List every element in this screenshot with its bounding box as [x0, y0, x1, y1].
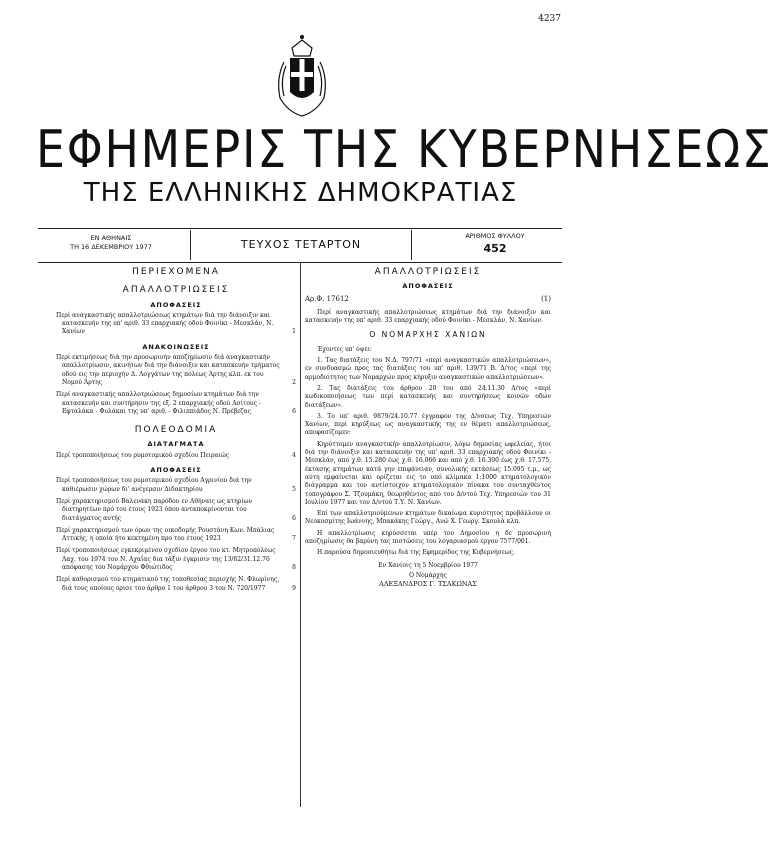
contents-sub-announcements: ΑΝΑΚΟΙΝΩΣΕΙΣ	[142, 342, 210, 351]
issue-place-date	[56, 234, 166, 252]
sheet-number: 452	[483, 242, 507, 255]
contents-entry: Περί καθορισμού του κτηματικού της τοποθεσίας περιοχής Ν. Φλωρίνης, διά τους οποίους όρισε του άρθρο 1 του άρθρου 3 του Ν. 720/1977 9	[56, 576, 296, 592]
article-date: Εν Χανίοις τη 5 Νοεμβρίου 1977	[378, 561, 478, 569]
article-column	[305, 268, 551, 589]
contents-section-urban-planning: ΠΟΛΕΟΔΟΜΙΑ	[134, 425, 218, 436]
contents-sub-decisions-2: ΑΠΟΦΑΣΕΙΣ	[150, 466, 202, 475]
signatory-name: ΑΛΕΞΑΝΔΡΟΣ Γ. ΤΣΑΚΩΝΑΣ	[379, 580, 477, 589]
article-reference	[305, 295, 551, 303]
contents-entry: Περί τροποποιήσεως εγκεκριμένου σχεδίου έργου του κτ. Μητροπόλεως Λαχ. του 1974 του Ν. Αχαΐας δια τάξιν έγκρισιν της 13/82/31.12.76 απόφασης του Νομάρχου Φθιώτιδος 8	[56, 547, 296, 572]
gazette-title: ΕΦΗΜΕΡΙΣ ΤΗΣ ΚΥΒΕΡΝΗΣΕΩΣ	[36, 120, 773, 180]
contents-sub-decisions: ΑΠΟΦΑΣΕΙΣ	[150, 300, 202, 309]
contents-entry: Περί εκτιμήσεως διά την προσωρινήν αποζημίωσιν διά αναγκαστικήν απαλλοτρίωσιν, ακινήτων διά την διάνοιξιν και κατασκευήν τμήματος οδού εις την περιοχήν Δ. Λογγάτων της πόλεως Άρτης κλπ. εκ του Νομού Άρτης 2	[56, 354, 296, 386]
article-paragraph-3: 3. Το υπ' αριθ. 9879/24.10.77 έγγραφον της Δ/νσεως Τεχ. Υπηρεσιών Χανίων, περί κηρύξεως ως αναγκαστικής της εν θέματι απαλλοτριώσεως, αποφασίζομεν:	[305, 412, 551, 437]
column-divider	[300, 262, 301, 807]
article-ref-number: Αρ.Φ. 17612	[305, 294, 349, 303]
sheet-label: ΑΡΙΘΜΟΣ ΦΥΛΛΟΥ	[465, 232, 525, 240]
article-summary: Περί αναγκαστικής απαλλοτριώσεως κτημάτων διά την διάνοιξιν και κατασκευήν της υπ' αριθ. 33 επαρχιακής οδού Φοινίκι - Μεσκλάν, Ν. Χανίων.	[305, 308, 551, 325]
article-sub-heading: ΑΠΟΦΑΣΕΙΣ	[402, 282, 454, 291]
contents-entry: Περί τροποποιήσεως του ρυμοτομικού σχεδίου Αγρινίου διά την καθιέρωσιν χώρων δι' ανέγερσιν Διδακτηρίου 5	[56, 477, 296, 493]
article-ref-index: (1)	[541, 294, 551, 303]
article-paragraph-5: Επί των απαλλοτριούμενων κτημάτων δικαίωμα κυριότητος προβάλλουν οι Νεοκοσμίτης Ιωάννης, Μπακάκης Γεώργ., Ανώ Χ. Γεωργ. Σκουλά κλπ.	[305, 510, 551, 526]
issue-date: ΤΗ 16 ΔΕΚΕΜΒΡΙΟΥ 1977	[70, 243, 152, 251]
article-heading: ΑΠΑΛΛΟΤΡΙΩΣΕΙΣ	[374, 267, 482, 277]
top-rule	[38, 228, 562, 229]
gazette-subtitle: ΤΗΣ ΕΛΛΗΝΙΚΗΣ ΔΗΜΟΚΡΑΤΙΑΣ	[83, 178, 518, 208]
contents-sub-decrees: ΔΙΑΤΑΓΜΑΤΑ	[147, 440, 205, 449]
article-paragraph-6: Η απαλλοτρίωσις κηρύσσεται υπέρ του Δημοσίου η δε προσωρινή αποζημίωσις θα βαρύνη τας πιστώσεις του λογαριασμού έργου 7577/001.	[305, 529, 551, 546]
coat-of-arms-emblem	[270, 28, 334, 120]
article-paragraph-2: 2. Τας διατάξεις του άρθρου 20 του από 24.11.30 Δ/τος «περί κωδικοποιήσεως των περί κατασκευής και συντηρήσεως κοινών οδών διατάξεων».	[305, 384, 551, 409]
issue-volume-box	[190, 230, 412, 260]
article-authority: Ο ΝΟΜΑΡΧΗΣ ΧΑΝΙΩΝ	[369, 330, 487, 340]
contents-section-expropriations: ΑΠΑΛΛΟΤΡΙΩΣΕΙΣ	[122, 285, 230, 296]
contents-column	[56, 268, 296, 597]
contents-heading: ΠΕΡΙΕΧΟΜΕΝΑ	[132, 267, 220, 277]
contents-entry: Περί αναγκαστικής απαλλοτριώσεως δημοσίων κτημάτων διά την κατασκευήν και συντήρησιν της εξ. 2 επαρχιακής οδού Ασίτους - Εφταλάκα - Φυλάκαι της υπ' αριθ. - Φιλιππιάδος Ν. Πρέβεζας 6	[56, 391, 296, 415]
sheet-info	[440, 232, 550, 253]
signatory-title: Ο Νομάρχης	[409, 571, 447, 579]
issue-volume: ΤΕΥΧΟΣ ΤΕΤΑΡΤΟΝ	[240, 238, 362, 251]
contents-entry: Περί τροποποιήσεως του ρυμοτομικού σχεδίου Πειραιώς 4	[56, 451, 296, 459]
contents-entry: Περί αναγκαστικής απαλλοτριώσεως κτημάτων διά την διάνοιξιν και κατασκευήν της υπ' αριθ. 33 επαρχιακής οδού Φοινίκι - Μεσκλάν, Ν. Χανίων 1	[56, 311, 296, 336]
article-paragraph-4: Κηρύττομεν αναγκαστικήν απαλλοτρίωσιν, λόγω δημοσίας ωφελείας, ήτοι διά την διάνοιξιν και κατασκευήν της υπ' αριθ. 33 επαρχιακής οδού Φοινίκι - Μεσκλάν, από χ.θ. 15.280 έως χ.θ. 16.066 και από χ.θ. 16.300 έως χ.θ. 17.575, έκτασης κτημάτων κατά γην επιφάνειαν, συνολικής εκτάσεως 15.095 τ.μ., ως αύτη εμφαίνεται και ορίζεται εις το υπό κλίμακα 1:1000 κτηματολογικόν διάγραμμα και τον αντίστοιχον κτηματολογικόν πίνακα του συνταχθέντος τοπογράφου Σ. Τζουμάκη, θεωρηθέντος από του Δ/ντού Τεχ. Υπηρεσιών του 31 Ιουλίου 1977 και του Δ/ντού Τ.Υ. Ν. Χανίων.	[305, 440, 551, 506]
article-having: Έχοντες υπ' όψει:	[317, 345, 372, 353]
article-paragraph-7: Η παρούσα δημοσιευθήτω διά της Εφημερίδος της Κυβερνήσεως.	[317, 549, 515, 557]
issue-place: ΕΝ ΑΘΗΝΑΙΣ	[90, 234, 132, 242]
page-number: 4237	[538, 14, 561, 24]
contents-entry: Περί χαρακτηρισμού των όρων της οικοδομής Ρουστάνη Κων. Μπάλιας Αττικής, η οποία ήτο κεκτημένη προ του έτους 1923 7	[56, 526, 296, 543]
contents-entry: Περί χαρακτηρισμού Βαλενάκη παρόδου εν Αθήναις ως κτηρίων διατηρητέων πρό του έτους 1923 όπου ανταποκρίνονται του διατάγματος αυτής 6	[56, 497, 296, 522]
article-paragraph-1: 1. Τας διατάξεις του Ν.Δ. 797/71 «περί αναγκαστικών απαλλοτριώσεων», εν συνδυασμώ προς τας διατάξεις του υπ' αριθ. 139/71 Β. Δ/τος «περί της αρμοδιότητος των Νομαρχών προς κήρυξιν αναγκαστικών απαλλοτριώσεων».	[305, 357, 551, 381]
